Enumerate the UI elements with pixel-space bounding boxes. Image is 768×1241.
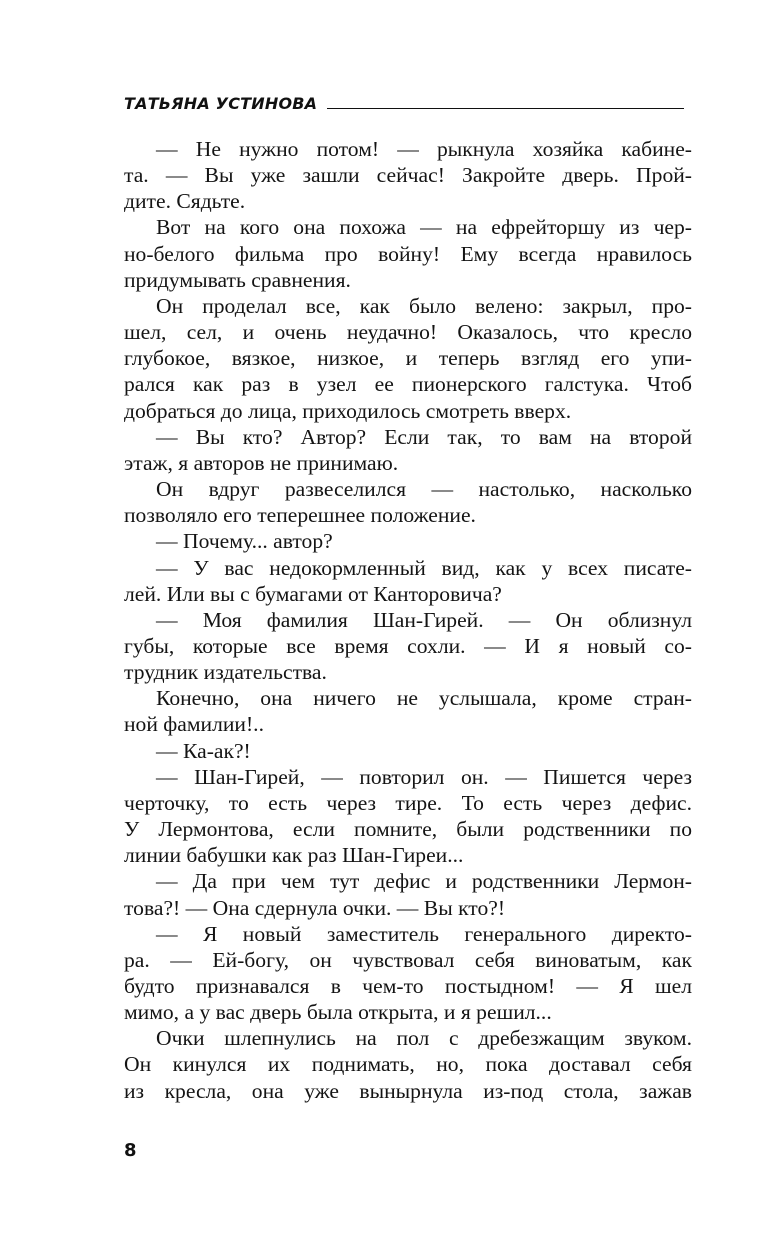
header-rule bbox=[327, 108, 684, 109]
text-line: та. — Вы уже зашли сейчас! Закройте дверь. Прой- bbox=[124, 163, 692, 188]
text-line: — Моя фамилия Шан-Гирей. — Он облизнул bbox=[156, 607, 692, 632]
text-line: мимо, а у вас дверь была открыта, и я решил... bbox=[124, 1000, 552, 1025]
text-line: добраться до лица, приходилось смотреть вверх. bbox=[124, 398, 572, 423]
body-text bbox=[124, 136, 692, 1104]
paragraph bbox=[124, 685, 692, 737]
text-line: будто признавался в чем-то постыдном! — Я шел bbox=[124, 974, 692, 998]
text-line: — Не нужно потом! — рыкнула хозяйка кабине- bbox=[156, 137, 692, 161]
text-line: придумывать сравнения. bbox=[124, 267, 351, 292]
paragraph bbox=[124, 476, 692, 528]
paragraph bbox=[124, 528, 692, 554]
text-line: черточку, то есть через тире. То есть через дефис. bbox=[124, 790, 692, 815]
paragraph bbox=[124, 136, 692, 214]
paragraph bbox=[124, 868, 692, 920]
text-line: ной фамилии!.. bbox=[124, 712, 264, 737]
text-line: позволяло его теперешнее положение. bbox=[124, 503, 476, 528]
paragraph bbox=[124, 921, 692, 1026]
text-line: — Я новый заместитель генерального директо- bbox=[156, 921, 692, 946]
text-line: из кресла, она уже вынырнула из-под стола, зажав bbox=[124, 1078, 692, 1103]
text-line: — Да при чем тут дефис и родственники Лермон- bbox=[156, 869, 692, 894]
text-line: Конечно, она ничего не услышала, кроме стран- bbox=[156, 686, 692, 711]
paragraph bbox=[124, 764, 692, 869]
text-line: губы, которые все время сохли. — И я новый со- bbox=[124, 633, 692, 658]
text-line: Очки шлепнулись на пол с дребезжащим звуком. bbox=[156, 1026, 692, 1051]
paragraph bbox=[124, 738, 692, 764]
paragraph bbox=[124, 293, 692, 424]
text-line: — Вы кто? Автор? Если так, то вам на второй bbox=[156, 424, 692, 449]
text-line: линии бабушки как раз Шан-Гиреи... bbox=[124, 843, 464, 868]
text-line: ра. — Ей-богу, он чувствовал себя виноватым, как bbox=[124, 947, 692, 972]
text-line: но-белого фильма про войну! Ему всегда нравилось bbox=[124, 241, 692, 266]
text-line: това?! — Она сдернула очки. — Вы кто?! bbox=[124, 895, 506, 920]
text-line: — Почему... автор? bbox=[156, 529, 333, 554]
paragraph bbox=[124, 214, 692, 292]
text-line: шел, сел, и очень неудачно! Оказалось, что кресло bbox=[124, 320, 692, 345]
running-title: ТАТЬЯНА УСТИНОВА bbox=[124, 94, 318, 113]
text-line: глубокое, вязкое, низкое, и теперь взгляд его упи- bbox=[124, 346, 692, 371]
text-line: — Ка-ак?! bbox=[156, 738, 251, 763]
paragraph bbox=[124, 424, 692, 476]
text-line: рался как раз в узел ее пионерского галстука. Чтоб bbox=[124, 372, 692, 397]
paragraph bbox=[124, 555, 692, 607]
text-line: — Шан-Гирей, — повторил он. — Пишется через bbox=[156, 764, 692, 789]
paragraph bbox=[124, 1025, 692, 1103]
text-line: — У вас недокормленный вид, как у всех писате- bbox=[156, 555, 692, 580]
running-header bbox=[124, 93, 684, 113]
text-line: У Лермонтова, если помните, были родственники по bbox=[124, 817, 692, 842]
text-line: Он вдруг развеселился — настолько, насколько bbox=[156, 477, 692, 502]
text-line: лей. Или вы с бумагами от Канторовича? bbox=[124, 581, 502, 606]
text-line: Он кинулся их поднимать, но, пока доставал себя bbox=[124, 1052, 692, 1077]
text-line: трудник издательства. bbox=[124, 660, 327, 685]
text-line: дите. Сядьте. bbox=[124, 189, 246, 214]
text-line: Вот на кого она похожа — на ефрейторшу из чер- bbox=[156, 215, 692, 240]
paragraph bbox=[124, 607, 692, 685]
text-line: Он проделал все, как было велено: закрыл, про- bbox=[156, 293, 692, 318]
page-number: 8 bbox=[124, 1140, 137, 1161]
text-line: этаж, я авторов не принимаю. bbox=[124, 450, 399, 475]
